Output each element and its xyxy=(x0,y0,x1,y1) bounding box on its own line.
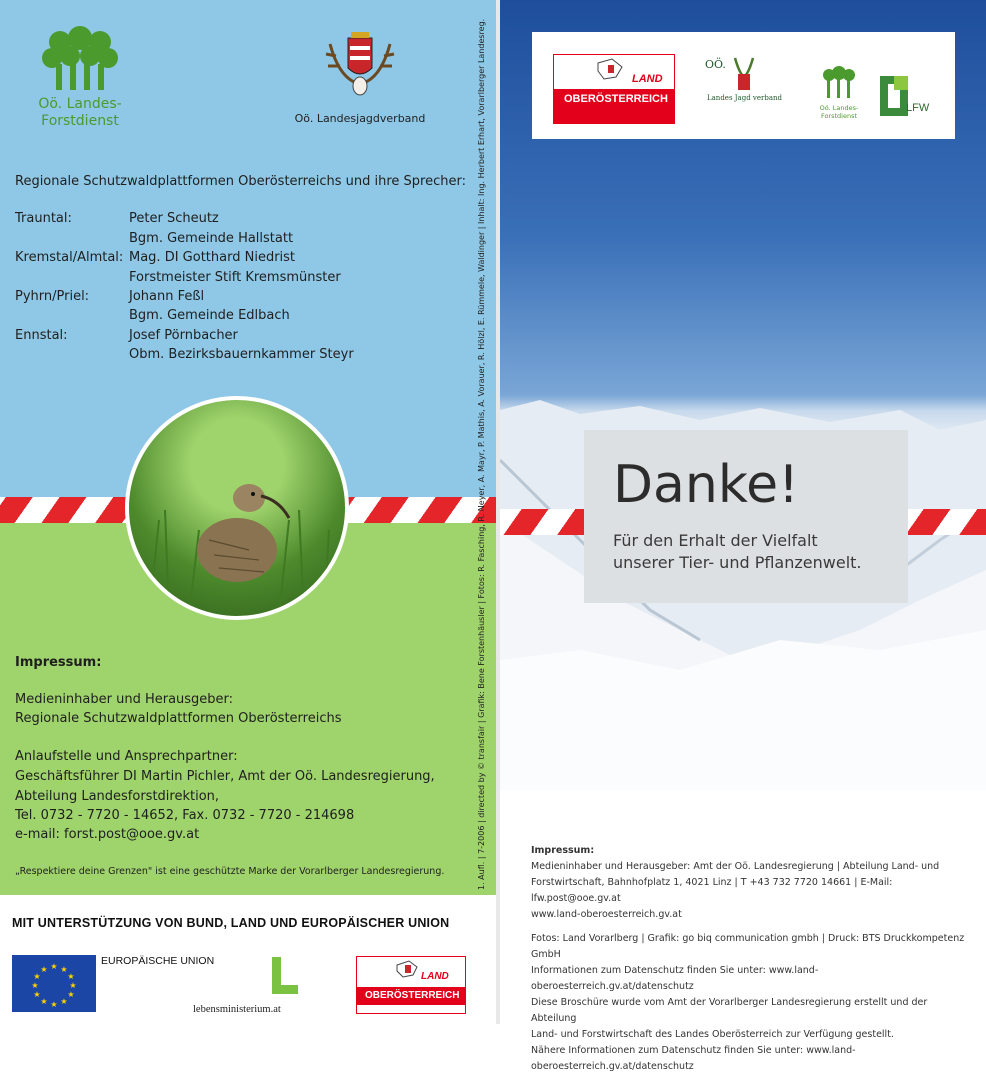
right-impressum-line: Fotos: Land Vorarlberg | Grafik: go biq communication gmbh | Druck: BTS Druckkompetenz GmbH xyxy=(531,933,965,960)
speakers-title: Regionale Schutzwaldplattformen Oberösterreichs und ihre Sprecher: xyxy=(15,174,466,189)
eu-label: EUROPÄISCHE UNION xyxy=(101,955,215,967)
impressum-contact-line: Geschäftsführer DI Martin Pichler, Amt der Oö. Landesregierung, xyxy=(15,769,435,784)
svg-text:★: ★ xyxy=(40,997,48,1006)
svg-text:★: ★ xyxy=(31,981,39,990)
svg-text:★: ★ xyxy=(67,990,75,999)
danke-subtitle-line: Für den Erhalt der Vielfalt xyxy=(613,531,818,550)
speaker-name: Johann Feßl xyxy=(129,289,205,304)
svg-text:★: ★ xyxy=(33,972,41,981)
right-impressum-title: Impressum: xyxy=(531,845,595,856)
jagd-small-mid: Landes Jagd verband xyxy=(706,94,783,102)
tree-icon xyxy=(38,26,122,92)
speaker-name: Josef Pörnbacher xyxy=(129,328,238,343)
right-impressum-line: www.land-oberoesterreich.gv.at xyxy=(531,909,682,920)
ooe-name-text: OBERÖSTERREICH xyxy=(564,93,668,105)
tree-icon xyxy=(819,66,859,100)
speaker-role: Obm. Bezirksbauernkammer Steyr xyxy=(129,347,354,362)
right-impressum-line: Nähere Informationen zum Datenschutz finden Sie unter: www.land-oberoesterreich.gv.at/datenschutz xyxy=(531,1045,856,1072)
right-impressum-line: Land- und Forstwirtschaft des Landes Oberösterreich zur Verfügung gestellt. xyxy=(531,1029,894,1040)
svg-text:★: ★ xyxy=(50,1000,58,1009)
right-impressum-line: Forstwirtschaft, Bahnhofplatz 1, 4021 Linz | T +43 732 7720 14661 | E-Mail: lfw.post@ooe.gv.at xyxy=(531,877,893,904)
trademark-note: „Respektiere deine Grenzen" ist eine geschützte Marke der Vorarlberger Landesregierung. xyxy=(15,866,445,877)
svg-text:★: ★ xyxy=(50,962,58,971)
barrier-stripe-right-left xyxy=(500,509,584,535)
right-impressum-line: Diese Broschüre wurde vom Amt der Vorarlberger Landesregierung erstellt und der Abteilung xyxy=(531,997,928,1024)
forst-small-label: Oö. Landes- Forstdienst xyxy=(819,104,859,120)
impressum-owner: Regionale Schutzwaldplattformen Oberösterreichs xyxy=(15,711,342,726)
svg-text:★: ★ xyxy=(60,997,68,1006)
speaker-region: Ennstal: xyxy=(15,328,68,343)
lfw-logo xyxy=(880,76,930,116)
lebensministerium-logo-icon xyxy=(268,955,302,999)
svg-text:★: ★ xyxy=(33,990,41,999)
svg-text:★: ★ xyxy=(40,965,48,974)
curlew-bird-photo xyxy=(125,396,349,620)
right-impressum-line: Medieninhaber und Herausgeber: Amt der Oö. Landesregierung | Abteilung Land- und xyxy=(531,861,940,872)
impressum-contact-line: Abteilung Landesforstdirektion, xyxy=(15,789,220,804)
ooe-land-text: LAND xyxy=(421,971,449,982)
ooe-land-text: LAND xyxy=(632,73,663,85)
jagd-small-top: OÖ. xyxy=(705,58,726,71)
impressum-title: Impressum: xyxy=(15,655,102,670)
lebensministerium-label: lebensministerium.at xyxy=(193,1004,281,1015)
speaker-role: Bgm. Gemeinde Hallstatt xyxy=(129,231,294,246)
forstdienst-logo xyxy=(30,26,130,136)
danke-subtitle xyxy=(613,530,893,574)
landesjagdverband-logo xyxy=(290,24,430,136)
speaker-region: Trauntal: xyxy=(15,211,72,226)
svg-text:★: ★ xyxy=(60,965,68,974)
svg-text:★: ★ xyxy=(67,972,75,981)
support-title: MIT UNTERSTÜTZUNG VON BUND, LAND UND EUROPÄISCHER UNION xyxy=(12,916,450,930)
danke-subtitle-line: unserer Tier- und Pflanzenwelt. xyxy=(613,553,862,572)
ooe-logo-left xyxy=(356,956,466,1014)
barrier-stripe-right-right xyxy=(908,509,986,535)
impressum-owner-label: Medieninhaber und Herausgeber: xyxy=(15,692,234,707)
landesjagdverband-label: Oö. Landesjagdverband xyxy=(294,112,426,125)
forstdienst-small-logo xyxy=(815,66,863,124)
right-impressum-line: Informationen zum Datenschutz finden Sie unter: www.land-oberoesterreich.gv.at/datenschutz xyxy=(531,965,819,992)
vertical-credits: 1. Aufl. | 7-2006 | directed by © transfair | Grafik: Bene Forstenhäusler | Fotos: R. Fasching, R. Neyer, A. Mayr, P. Mathis, A. Vorauer, R. Hölzl, E. Rümmele, Waldinger | Inhalt: Ing. Herbert Erhart, Vorarlberger Landesreg. xyxy=(477,18,486,890)
speaker-region: Pyhrn/Priel: xyxy=(15,289,90,304)
lfw-text: LFW xyxy=(906,102,930,114)
ooe-logo-right xyxy=(553,54,675,124)
ooe-name-text: OBERÖSTERREICH xyxy=(365,990,460,1001)
svg-text:★: ★ xyxy=(69,981,77,990)
impressum-phone: Tel. 0732 - 7720 - 14652, Fax. 0732 - 7720 - 214698 xyxy=(15,808,355,823)
landesjagdverband-small-logo xyxy=(697,54,792,122)
speaker-role: Forstmeister Stift Kremsmünster xyxy=(129,270,341,285)
antler-crest-icon xyxy=(320,24,400,104)
bird-illustration-icon xyxy=(129,400,345,616)
impressum-contact-label: Anlaufstelle und Ansprechpartner: xyxy=(15,749,238,764)
speaker-name: Peter Scheutz xyxy=(129,211,219,226)
right-impressum xyxy=(531,843,971,1075)
impressum-email: e-mail: forst.post@ooe.gv.at xyxy=(15,827,200,842)
forstdienst-logo-label: Oö. Landes- Forstdienst xyxy=(38,96,122,129)
speaker-role: Bgm. Gemeinde Edlbach xyxy=(129,308,290,323)
speaker-region: Kremstal/Almtal: xyxy=(15,250,124,265)
danke-title: Danke! xyxy=(613,455,799,515)
speaker-name: Mag. DI Gotthard Niedrist xyxy=(129,250,296,265)
eu-flag-icon xyxy=(12,955,96,1012)
